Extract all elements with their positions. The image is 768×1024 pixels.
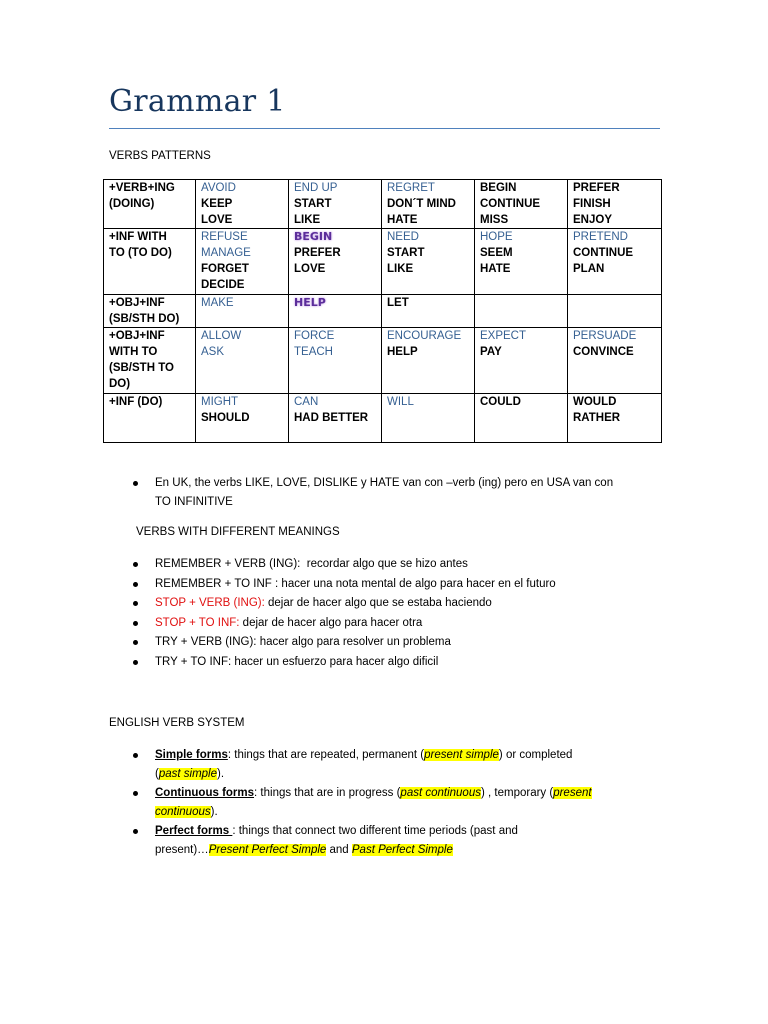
verb-word: BEGIN: [294, 230, 333, 243]
verb-word: END UP: [294, 182, 338, 194]
verb-cell: [475, 394, 568, 443]
pattern-header-cell: [104, 180, 196, 229]
meaning-item: [133, 633, 673, 653]
continuous-forms-item: [133, 784, 673, 822]
simple-forms-text2: ) or completed: [498, 749, 573, 761]
verb-word: NEED: [387, 231, 419, 243]
verb-word: WILL: [387, 396, 414, 408]
continuous-forms-text2: ) , temporary (: [480, 787, 554, 799]
verb-word: MISS: [480, 214, 509, 226]
verb-word: REGRET: [387, 182, 435, 194]
verb-word: CONTINUE: [573, 247, 634, 259]
meaning-definition: hacer algo para resolver un problema: [256, 636, 451, 648]
meaning-pattern: TRY + TO INF:: [155, 655, 232, 668]
verb-word: LIKE: [387, 263, 414, 275]
verb-cell: [289, 328, 382, 394]
verb-cell: [382, 328, 475, 394]
past-simple-highlight: past simple: [158, 768, 218, 780]
table-row: [104, 328, 662, 394]
simple-forms-label: Simple forms: [155, 749, 228, 761]
meaning-pattern: REMEMBER + VERB (ING):: [155, 558, 301, 570]
verb-word: PLAN: [573, 263, 605, 275]
meaning-definition: hacer una nota mental de algo para hacer en el futuro: [278, 577, 556, 590]
meaning-pattern: TRY + VERB (ING):: [155, 636, 257, 648]
uk-note-item: [133, 474, 663, 512]
perfect-forms-text2: present)…: [155, 844, 209, 856]
verb-word: CONVINCE: [573, 346, 634, 358]
verb-cell: [382, 180, 475, 229]
verb-word: START: [294, 198, 332, 210]
verb-word: WOULD: [573, 396, 617, 408]
verb-word: SEEM: [480, 247, 513, 259]
verb-word: LET: [387, 297, 409, 309]
title-underline: [109, 128, 660, 129]
meaning-definition: hacer un esfuerzo para hacer algo dificil: [231, 655, 439, 668]
verb-word: START: [387, 247, 425, 259]
simple-forms-text4: ).: [217, 768, 225, 780]
verb-word: LOVE: [294, 263, 326, 275]
verb-word: HATE: [480, 263, 511, 275]
verb-word: ALLOW: [201, 330, 242, 342]
verb-word: HAD BETTER: [294, 412, 369, 424]
verb-cell: [382, 229, 475, 295]
perfect-forms-text3: and: [326, 844, 352, 856]
verb-word: AVOID: [201, 182, 236, 194]
verb-system-list: [133, 746, 673, 860]
verb-cell: [382, 394, 475, 443]
verb-word: DECIDE: [201, 279, 245, 291]
table-row: [104, 229, 662, 295]
verb-cell: [568, 180, 662, 229]
pattern-header-line: TO (TO DO): [109, 247, 172, 259]
pattern-header-line: DO): [109, 378, 131, 390]
meaning-item: [133, 575, 673, 595]
verb-cell: [289, 180, 382, 229]
verb-word: EXPECT: [480, 330, 527, 342]
verb-cell: [196, 180, 289, 229]
verb-cell: [196, 394, 289, 443]
verb-word: FORGET: [201, 263, 249, 275]
verb-word: HOPE: [480, 231, 513, 243]
verb-word: CAN: [294, 396, 319, 408]
verb-word: MANAGE: [201, 247, 251, 259]
past-perfect-highlight: Past Perfect Simple: [351, 844, 453, 856]
verb-word: RATHER: [573, 412, 621, 424]
verb-word: PRETEND: [573, 231, 628, 243]
meaning-item: [133, 614, 673, 634]
verb-cell: [475, 295, 568, 328]
verb-word: MIGHT: [201, 396, 239, 408]
pattern-header-line: (SB/STH TO: [109, 362, 174, 374]
verb-word: KEEP: [201, 198, 233, 210]
pattern-header-line: +INF WITH: [109, 231, 167, 243]
verb-cell: [289, 394, 382, 443]
meaning-definition: dejar de hacer algo que se estaba haciendo: [264, 597, 492, 609]
pattern-header-line: +OBJ+INF: [109, 297, 165, 309]
verb-word: FORCE: [294, 330, 335, 342]
meaning-definition: dejar de hacer algo para hacer otra: [239, 616, 423, 629]
verb-cell: [382, 295, 475, 328]
perfect-forms-label: Perfect forms: [155, 825, 233, 837]
continuous-forms-text1: : things that are in progress (: [254, 787, 401, 799]
uk-note-list: [133, 474, 663, 512]
pattern-header-line: (DOING): [109, 198, 155, 210]
verb-word: DON´T MIND: [387, 198, 456, 210]
meaning-item: [133, 653, 673, 673]
present-continuous-highlight-a: present: [553, 787, 592, 799]
verb-cell: [196, 229, 289, 295]
present-perfect-highlight: Present Perfect Simple: [208, 844, 327, 856]
table-row: [104, 180, 662, 229]
continuous-forms-text3: ).: [210, 806, 218, 818]
verb-word: PAY: [480, 346, 502, 358]
verb-cell: [196, 295, 289, 328]
verb-word: COULD: [480, 396, 521, 408]
table-row: [104, 295, 662, 328]
meanings-list: [133, 555, 673, 672]
verb-word: MAKE: [201, 297, 234, 309]
verbs-patterns-heading: VERBS PATTERNS: [109, 150, 211, 162]
verb-word: LOVE: [201, 214, 233, 226]
verb-patterns-body: [104, 180, 662, 443]
verb-word: LIKE: [294, 214, 321, 226]
verb-word: PREFER: [573, 182, 620, 194]
verb-cell: [568, 328, 662, 394]
pattern-header-line: +INF (DO): [109, 396, 163, 408]
verb-word: PREFER: [294, 247, 341, 259]
verb-cell: [475, 180, 568, 229]
meaning-item: [133, 594, 673, 614]
verb-word: ENJOY: [573, 214, 612, 226]
simple-forms-item: [133, 746, 673, 784]
perfect-forms-text1: : things that connect two different time periods (past and: [232, 825, 518, 837]
pattern-header-cell: [104, 295, 196, 328]
pattern-header-line: +VERB+ING: [109, 182, 175, 194]
verb-word: PERSUADE: [573, 330, 637, 342]
simple-forms-text1: : things that are repeated, permanent (: [227, 749, 425, 761]
verb-word: ASK: [201, 346, 225, 358]
meaning-pattern: STOP + VERB (ING):: [155, 597, 265, 609]
pattern-header-line: +OBJ+INF: [109, 330, 165, 342]
verb-cell: [475, 328, 568, 394]
verb-word: TEACH: [294, 346, 333, 358]
verb-word: SHOULD: [201, 412, 250, 424]
verb-word: BEGIN: [480, 182, 517, 194]
table-row: [104, 394, 662, 443]
verb-word: REFUSE: [201, 231, 248, 243]
uk-note-line1: En UK, the verbs LIKE, LOVE, DISLIKE y HATE van con –verb (ing) pero en USA van con: [155, 477, 614, 489]
verb-word: HELP: [387, 346, 418, 358]
verb-word: CONTINUE: [480, 198, 541, 210]
verb-word: HELP: [294, 296, 326, 309]
meaning-pattern: REMEMBER + TO INF :: [155, 577, 279, 590]
pattern-header-line: (SB/STH DO): [109, 313, 180, 325]
meaning-definition: recordar algo que se hizo antes: [300, 558, 468, 570]
pattern-header-cell: [104, 229, 196, 295]
verb-cell: [289, 229, 382, 295]
verb-cell: [568, 229, 662, 295]
pattern-header-cell: [104, 328, 196, 394]
perfect-forms-item: [133, 822, 673, 860]
verb-word: ENCOURAGE: [387, 330, 462, 342]
verb-cell: [196, 328, 289, 394]
verb-system-heading: ENGLISH VERB SYSTEM: [109, 717, 245, 729]
uk-note-line2: TO INFINITIVE: [155, 496, 233, 508]
pattern-header-line: WITH TO: [109, 346, 158, 358]
verb-word: FINISH: [573, 198, 611, 210]
verb-cell: [289, 295, 382, 328]
present-continuous-highlight-b: continuous: [155, 806, 211, 818]
meaning-pattern: STOP + TO INF:: [155, 616, 240, 629]
verb-patterns-table: [103, 179, 662, 443]
simple-forms-text3: (: [155, 768, 159, 780]
page-title: Grammar 1: [109, 84, 286, 119]
pattern-header-cell: [104, 394, 196, 443]
verb-cell: [568, 295, 662, 328]
verb-cell: [475, 229, 568, 295]
present-simple-highlight: present simple: [424, 749, 499, 761]
continuous-forms-label: Continuous forms: [155, 787, 255, 799]
verb-word: HATE: [387, 214, 418, 226]
meaning-item: [133, 555, 673, 575]
different-meanings-heading: VERBS WITH DIFFERENT MEANINGS: [136, 526, 340, 538]
verb-cell: [568, 394, 662, 443]
past-continuous-highlight: past continuous: [400, 787, 481, 799]
